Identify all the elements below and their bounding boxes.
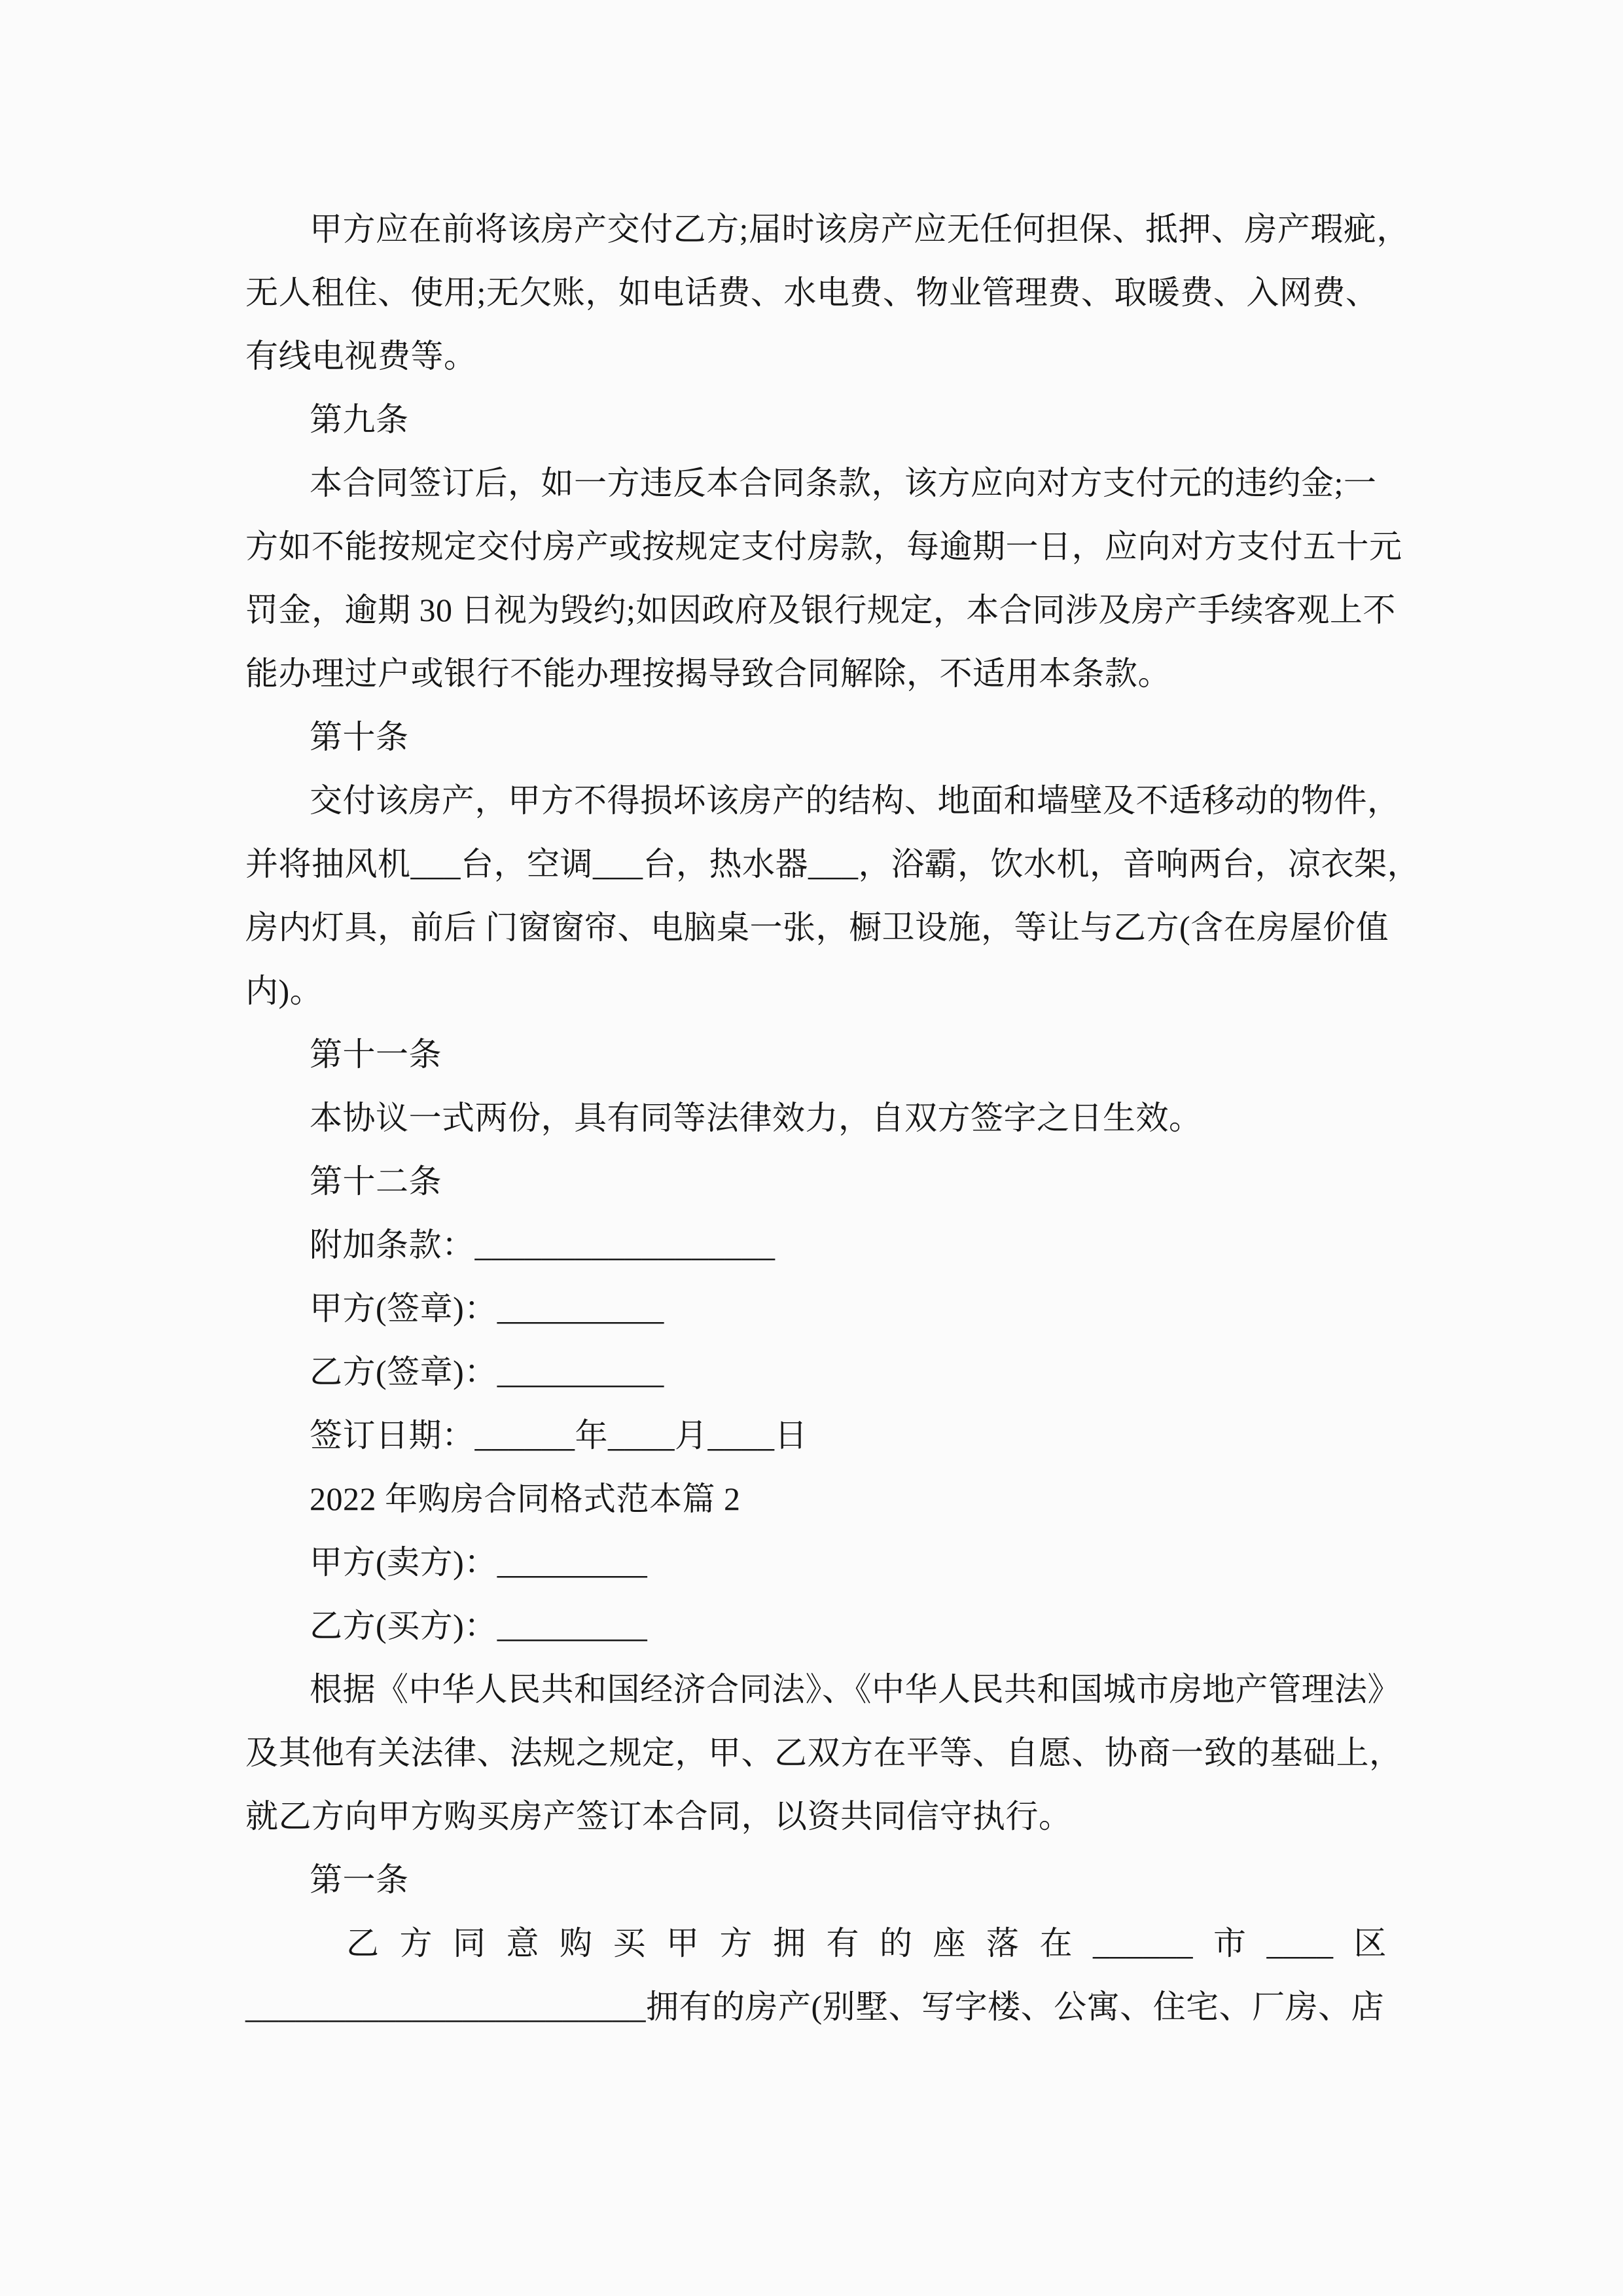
contract-line: ________________________拥有的房产(别墅、写字楼、公寓、住宅、厂房、店 <box>245 1988 1385 2025</box>
section-title: 2022 年购房合同格式范本篇 2 <box>310 1480 741 1517</box>
contract-line: 交付该房产，甲方不得损坏该房产的结构、地面和墙壁及不适移动的物件， <box>310 782 1400 819</box>
contract-line: 就乙方向甲方购买房产签订本合同，以资共同信守执行。 <box>245 1798 1072 1835</box>
contract-line: 有线电视费等。 <box>245 338 477 374</box>
party-b-buyer-line: 乙方(买方)：_________ <box>310 1607 648 1644</box>
additional-terms-blank-line: 附加条款：__________________ <box>310 1227 776 1263</box>
contract-line: 本合同签订后，如一方违反本合同条款，该方应向对方支付元的违约金;一 <box>310 465 1377 501</box>
party-b-signature-line: 乙方(签章)：__________ <box>310 1354 664 1390</box>
contract-line: 房内灯具，前后 门窗窗帘、电脑桌一张，橱卫设施，等让与乙方(含在房屋价值 <box>245 909 1389 946</box>
contract-clause-heading: 第十一条 <box>310 1036 442 1073</box>
contract-line: 及其他有关法律、法规之规定，甲、乙双方在平等、自愿、协商一致的基础上， <box>245 1734 1402 1771</box>
contract-clause-heading: 第一条 <box>310 1861 409 1898</box>
signing-date-line: 签订日期：______年____月____日 <box>310 1417 808 1454</box>
contract-clause-heading: 第九条 <box>310 401 409 438</box>
contract-line: 甲方应在前将该房产交付乙方;届时该房产应无任何担保、抵押、房产瑕疵， <box>310 211 1410 247</box>
party-a-seller-line: 甲方(卖方)：_________ <box>310 1544 648 1581</box>
contract-line: 无人租住、使用;无欠账，如电话费、水电费、物业管理费、取暖费、入网费、 <box>245 274 1379 311</box>
contract-clause-heading: 第十条 <box>310 719 409 755</box>
contract-line: 内)。 <box>245 973 323 1009</box>
contract-text-block <box>245 198 1420 2039</box>
contract-clause-heading: 第十二条 <box>310 1163 442 1200</box>
contract-line: 本协议一式两份，具有同等法律效力，自双方签字之日生效。 <box>310 1100 1202 1136</box>
contract-line: 能办理过户或银行不能办理按揭导致合同解除，不适用本条款。 <box>245 655 1171 692</box>
contract-line: 根据《中华人民共和国经济合同法》、《中华人民共和国城市房地产管理法》 <box>310 1671 1400 1708</box>
contract-line: 并将抽风机___台，空调___台，热水器___，浴霸，饮水机，音响两台，凉衣架， <box>245 846 1420 882</box>
contract-line: 方如不能按规定交付房产或按规定支付房款，每逾期一日，应向对方支付五十元 <box>245 528 1402 565</box>
contract-line: 乙 方 同 意 购 买 甲 方 拥 有 的 座 落 在 ______ 市 ____ 区 <box>346 1925 1387 1962</box>
contract-line: 罚金，逾期 30 日视为毁约;如因政府及银行规定，本合同涉及房产手续客观上不 <box>245 592 1396 628</box>
party-a-signature-line: 甲方(签章)：__________ <box>310 1290 664 1327</box>
